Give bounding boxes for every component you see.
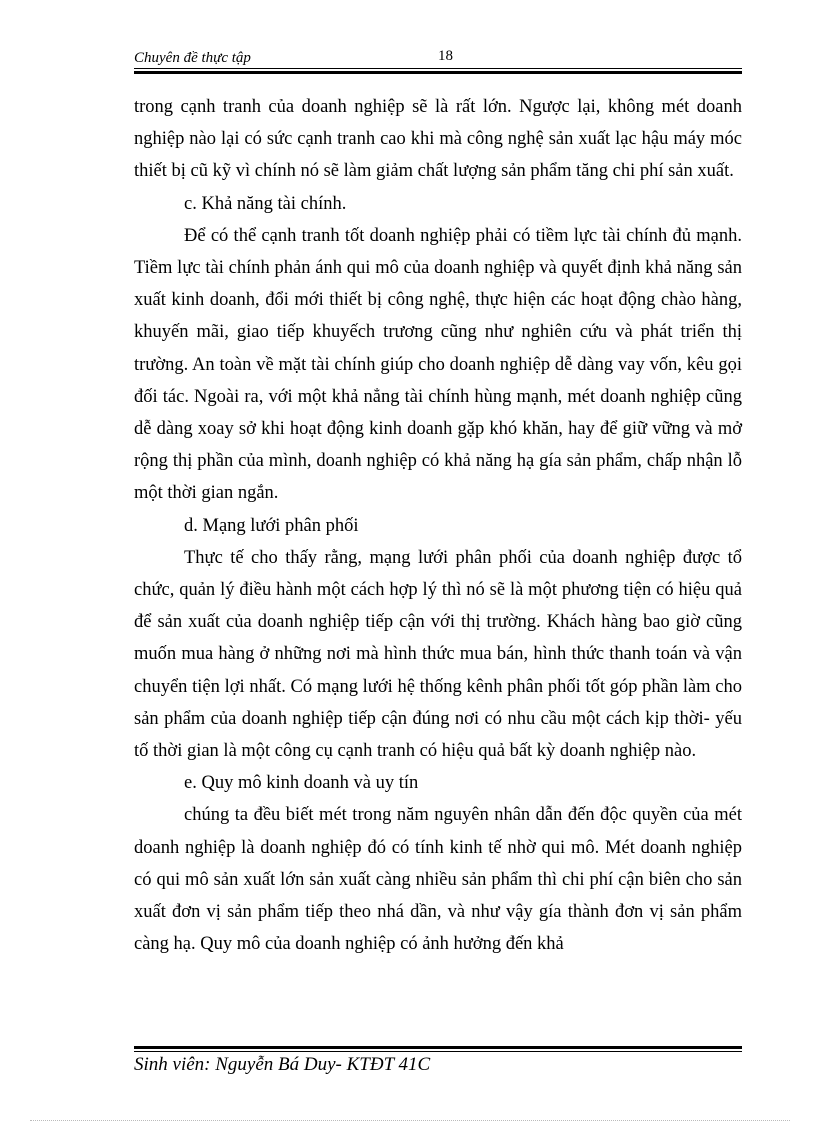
document-body: [134, 91, 742, 960]
paragraph-scale: chúng ta đều biết mét trong năm nguyên nhân dẫn đến độc quyền của mét doanh nghiệp là doanh nghiệp đó có tính kinh tế nhờ qui mô. Mét doanh nghiệp có qui mô sản xuất lớn sản xuất càng nhiều sản phẩm thì chi phí cận biên cho sản xuất đơn vị sản phẩm tiếp theo nhá dần, và như vậy gía thành đơn vị sản phẩm càng hạ. Quy mô của doanh nghiệp có ảnh hưởng đến khả: [134, 805, 742, 955]
footer-rule-thin: [134, 1051, 742, 1052]
page-header: [134, 48, 742, 70]
section-heading-distribution: d. Mạng lưới phân phối: [184, 515, 359, 536]
section-heading-finance: c. Khả năng tài chính.: [184, 193, 347, 214]
paragraph-distribution: Thực tế cho thấy rằng, mạng lưới phân phối của doanh nghiệp được tổ chức, quản lý điều hành một cách hợp lý thì nó sẽ là một phương tiện có hiệu quả để sản xuất của doanh nghiệp tiếp cận với thị trường. Khách hàng bao giờ cũng muốn mua hàng ở những nơi mà hình thức mua bán, hình thức thanh toán và vận chuyển tiện lợi nhất. Có mạng lưới hệ thống kênh phân phối tốt góp phần làm cho sản phẩm của doanh nghiệp tiếp cận đúng nơi có nhu cầu một cách kịp thời- yếu tố thời gian là một công cụ cạnh tranh có hiệu quả bất kỳ doanh nghiệp nào.: [134, 547, 742, 762]
header-title: Chuyên đề thực tập: [134, 50, 251, 66]
header-rule-thin: [134, 68, 742, 69]
footer-rule-thick: [134, 1046, 742, 1049]
paragraph-finance: Để có thể cạnh tranh tốt doanh nghiệp phải có tiềm lực tài chính đủ mạnh. Tiềm lực tài chính phản ánh qui mô của doanh nghiệp và quyết định khả năng sản xuất kinh doanh, đổi mới thiết bị công nghệ, thực hiện các hoạt động chào hàng, khuyến mãi, giao tiếp khuyếch trương cũng như nghiên cứu và phát triển thị trường. An toàn về mặt tài chính giúp cho doanh nghiệp dễ dàng vay vốn, kêu gọi đối tác. Ngoài ra, với một khả nẳng tài chính hùng mạnh, mét doanh nghiệp cũng dễ dàng xoay sở khi hoạt động kinh doanh gặp khó khăn, hay để giữ vững và mở rộng thị phần của mình, doanh nghiệp có khả năng hạ gía sản phẩm, chấp nhận lỗ một thời gian ngắn.: [134, 225, 742, 504]
header-rule-thick: [134, 71, 742, 74]
page-number: 18: [438, 48, 453, 64]
page-bottom-dotted-line: [30, 1120, 790, 1121]
paragraph-continuation: trong cạnh tranh của doanh nghiệp sẽ là rất lớn. Ngược lại, không mét doanh nghiệp nào lại có sức cạnh tranh cao khi mà công nghệ sản xuất lạc hậu máy móc thiết bị cũ kỹ vì chính nó sẽ làm giảm chất lượng sản phẩm tăng chi phí sản xuất.: [134, 97, 742, 182]
section-heading-scale: e. Quy mô kinh doanh và uy tín: [184, 773, 419, 794]
footer-author: Sinh viên: Nguyễn Bá Duy- KTĐT 41C: [134, 1054, 431, 1075]
